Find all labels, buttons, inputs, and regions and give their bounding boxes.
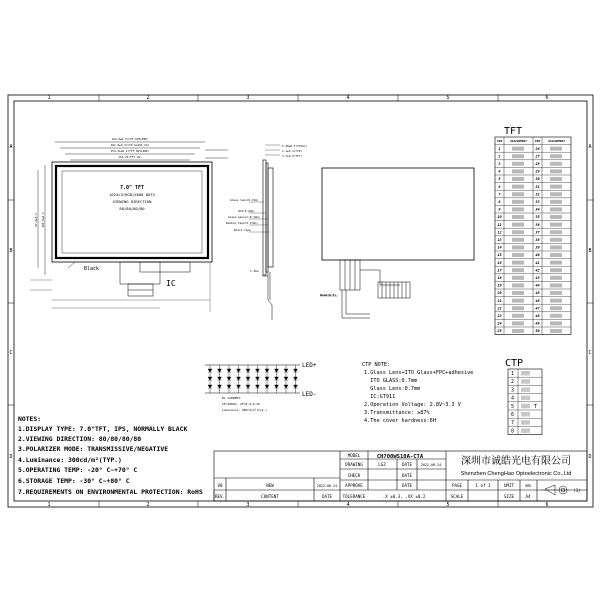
led-diode xyxy=(284,385,288,388)
grid-col-6-bottom: 6 xyxy=(545,502,549,508)
led-diode xyxy=(265,385,269,388)
tft-pin-right: 36 xyxy=(535,222,540,227)
led-diode xyxy=(218,377,222,380)
tft-pin-right: 26 xyxy=(535,146,540,151)
ctp-note-line-7: 4.The cover hardness:6H xyxy=(364,418,436,424)
note-line-3: 3.POLARIZER MODE: TRANSMISSIVE/NEGATIVE xyxy=(18,445,169,453)
tft-pin-right: 33 xyxy=(535,200,540,204)
ctp-assignment-redacted xyxy=(521,371,530,376)
tft-assignment-redacted xyxy=(512,276,524,280)
tft-assignment-redacted xyxy=(550,207,562,211)
ctp-pin: 4 xyxy=(511,395,515,402)
tft-pin-right: 35 xyxy=(535,215,540,220)
tft-assignment-redacted xyxy=(512,230,524,234)
ctp-assignment-redacted xyxy=(521,396,530,401)
bl-current-title: BL CURRENT: xyxy=(222,396,242,400)
tft-pin-right: 45 xyxy=(535,291,540,296)
tft-assignment-redacted xyxy=(550,321,562,325)
grid-col-2: 2 xyxy=(146,95,150,101)
tft-assignment-redacted xyxy=(550,238,562,242)
tft-assignment-redacted xyxy=(512,314,524,318)
grid-row-b: B xyxy=(9,248,13,254)
active-area xyxy=(62,171,202,253)
tft-pin-left: 17 xyxy=(497,268,502,273)
resolution-text: 1024×3(RGB)X600 DOTS xyxy=(109,192,155,197)
tft-pin-right: 48 xyxy=(535,314,540,318)
tft-assignment-redacted xyxy=(550,185,562,189)
tft-assignment-redacted xyxy=(512,283,524,287)
tft-assignment-redacted xyxy=(512,321,524,325)
grid-labels-right xyxy=(588,144,591,460)
ctp-pin5-suffix: T xyxy=(534,403,538,410)
front-fpc xyxy=(120,262,190,296)
grid-row-a: A xyxy=(9,144,13,150)
front-view xyxy=(30,137,228,312)
tft-assignment-redacted xyxy=(512,223,524,227)
led-diode xyxy=(265,369,269,372)
led-diode xyxy=(284,369,288,372)
tft-pin-right: 32 xyxy=(535,192,540,197)
grid-col-4-bottom: 4 xyxy=(346,502,350,508)
tft-header-3: ASSIGNMENT xyxy=(548,139,565,143)
tft-pin-left: 3 xyxy=(498,162,501,166)
led-diode xyxy=(227,377,231,380)
grid-col-5: 5 xyxy=(446,95,450,101)
notes-title: NOTES: xyxy=(18,415,42,423)
tft-pin-left: 21 xyxy=(497,298,502,303)
ctp-note-line-2: ITO GLASS:0.7mm xyxy=(364,378,418,384)
led-diode xyxy=(246,377,250,380)
tft-pin-left: 5 xyxy=(498,177,501,182)
ctp-assignment-redacted xyxy=(521,428,530,433)
check-date-label: DATE xyxy=(401,473,413,478)
tft-pin-right: 34 xyxy=(535,207,540,212)
led-diode xyxy=(237,369,241,372)
tft-pin-left: 24 xyxy=(497,321,502,326)
drawing-date-label: DATE xyxy=(401,462,413,467)
grid-row-d: D xyxy=(9,454,13,460)
tft-pin-left: 10 xyxy=(497,215,502,220)
note-line-1: 1.DISPLAY TYPE: 7.0"TFT, IPS, NORMALLY BLACK xyxy=(18,425,188,433)
led-diode xyxy=(227,385,231,388)
grid-col-1-bottom: 1 xyxy=(47,502,51,508)
grid-col-5-bottom: 5 xyxy=(446,502,450,508)
grid-labels-left xyxy=(9,144,12,460)
side-dim-total: 5.20±0.3(TOTAL) xyxy=(282,144,308,148)
tft-pin-right: 43 xyxy=(535,276,540,280)
tft-pin-right: 44 xyxy=(535,283,540,288)
tft-pin-left: 12 xyxy=(497,230,502,235)
tft-pin-left: 20 xyxy=(497,291,502,296)
led-diode xyxy=(237,377,241,380)
grid-col-1: 1 xyxy=(47,95,51,101)
led-diode xyxy=(227,369,231,372)
tft-assignment-redacted xyxy=(550,245,562,249)
tft-pin-right: 31 xyxy=(535,184,540,189)
grid-col-4: 4 xyxy=(346,95,350,101)
side-fpc xyxy=(262,272,272,320)
drawing-label: DRAWING xyxy=(345,462,363,467)
ic-label: IC xyxy=(166,279,176,288)
tft-pin-left: 8 xyxy=(498,200,501,204)
tft-table-title: TFT xyxy=(503,126,523,137)
tft-assignment-redacted xyxy=(512,192,524,196)
tft-pin-right: 39 xyxy=(535,245,540,250)
grid-row-b-right: B xyxy=(588,248,592,254)
tft-pin-table xyxy=(495,126,571,335)
grid-row-c-right: C xyxy=(588,350,592,356)
tft-pin-left: 9 xyxy=(498,207,501,212)
ctp-assignment-redacted xyxy=(521,404,530,409)
tft-pin-right: 50 xyxy=(535,329,540,334)
tft-pin-left: 23 xyxy=(497,314,502,318)
led-diode xyxy=(294,377,298,380)
ctp-pin: 3 xyxy=(511,387,515,394)
drawing-value: LGZ xyxy=(378,462,386,467)
side-bottom-label: 1.3mm xyxy=(250,269,259,273)
ctp-pin: 6 xyxy=(511,412,515,418)
tft-pin-left: 16 xyxy=(497,260,502,265)
tft-assignment-redacted xyxy=(550,291,562,295)
bl-luminance: Luminance: 300cd/m²(typ.) xyxy=(222,408,268,412)
note-line-7: 7.REQUIREMENTS ON ENVIRONMENTAL PROTECTION: RoHS xyxy=(18,488,203,496)
tft-pin-right: 49 xyxy=(535,321,540,326)
company-name-en: Shenzhen ChengHao Optoelectronic Co.,Ltd xyxy=(460,471,572,477)
tft-pin-right: 29 xyxy=(535,169,540,174)
tft-assignment-redacted xyxy=(550,162,562,166)
tolerance-label: TOLERANCE xyxy=(342,494,366,499)
tolerance-value: .X ±0.3, .XX ±0.2 xyxy=(382,494,426,499)
model-label: MODEL xyxy=(347,453,361,458)
tft-assignment-redacted xyxy=(512,215,524,219)
tft-assignment-redacted xyxy=(512,329,524,333)
rev-date: 2022.08.24 xyxy=(316,484,338,488)
scale-label: SCALE xyxy=(450,494,464,499)
tft-assignment-redacted xyxy=(550,261,562,265)
tft-pin-left: 2 xyxy=(498,154,501,159)
model-value: CH700WS10A-CTA xyxy=(376,454,424,460)
rev-v0: V0 xyxy=(217,483,223,488)
black-border xyxy=(56,166,208,258)
ctp-note-line-5: 2.Operation Voltage: 2.8V~3.3 V xyxy=(364,402,461,408)
ctp-note-line-4: IC:GT911 xyxy=(364,394,396,400)
note-line-4: 4.Luminance: 300cd/m²(TYP.) xyxy=(18,456,122,464)
ctp-note-line-1: 1.Glass Lens+ITO Glass+FPC+adhesive xyxy=(364,370,474,376)
check-label: CHECK xyxy=(347,473,361,478)
tft-assignment-redacted xyxy=(512,169,524,173)
grid-row-d-right: D xyxy=(588,454,592,460)
led-diode xyxy=(275,385,279,388)
page-value: 1 of 1 xyxy=(475,483,491,488)
drawing-date-value: 2022.08.24 xyxy=(420,463,442,467)
tft-assignment-redacted xyxy=(512,207,524,211)
tft-pin-left: 1 xyxy=(498,146,501,151)
side-dim-tft: 3.7±0.3(TFT) xyxy=(282,154,303,158)
dim-tft-va: 154.21(TFT VA) xyxy=(118,155,142,159)
tft-pin-right: 38 xyxy=(535,238,540,242)
led-diode xyxy=(237,385,241,388)
note-line-6: 6.STORAGE TEMP: -30° C~+80° C xyxy=(18,477,130,485)
tft-assignment-redacted xyxy=(550,268,562,272)
size-value: A4 xyxy=(525,494,531,499)
tft-header-1: ASSIGNMENT xyxy=(510,139,527,143)
dim-ctp-outline: 164.9±0.3(CTP OUTLINE) xyxy=(111,137,149,141)
approve-date-label: DATE xyxy=(401,483,413,488)
tft-assignment-redacted xyxy=(512,268,524,272)
tft-assignment-redacted xyxy=(550,177,562,181)
grid-col-6: 6 xyxy=(545,95,549,101)
grid-col-3-bottom: 3 xyxy=(246,502,250,508)
tft-pin-right: 30 xyxy=(535,177,540,182)
tft-pin-left: 4 xyxy=(498,169,501,174)
led-diode xyxy=(294,369,298,372)
tft-assignment-redacted xyxy=(550,253,562,257)
viewing-direction-label: VIEWING DIRECTION xyxy=(112,199,152,204)
tft-assignment-redacted xyxy=(512,147,524,151)
tft-assignment-redacted xyxy=(550,200,562,204)
led-diode xyxy=(208,377,212,380)
grid-row-a-right: A xyxy=(588,144,592,150)
led-diode xyxy=(256,377,260,380)
led-diode xyxy=(246,385,250,388)
led-minus-label: LED- xyxy=(302,391,317,398)
ctp-pin: 1 xyxy=(511,371,515,377)
tft-pin-right: 27 xyxy=(535,154,540,159)
tft-pin-right: 41 xyxy=(535,260,540,265)
dim-height-outer: 101.6±0.3 xyxy=(41,212,45,228)
viewing-direction-value: 80/80/80/80 xyxy=(119,206,145,211)
tft-pin-left: 22 xyxy=(497,306,502,311)
label-glass-lens: Glass lens(0.7mm) xyxy=(230,198,259,202)
tft-pin-right: 28 xyxy=(535,162,540,166)
projection-label: (3) xyxy=(573,488,581,493)
tft-assignment-redacted xyxy=(512,299,524,303)
tft-pin-left: 7 xyxy=(498,192,501,197)
led-diode xyxy=(275,369,279,372)
tft-assignment-redacted xyxy=(550,154,562,158)
led-diode xyxy=(208,385,212,388)
tft-pin-left: 13 xyxy=(497,238,502,242)
tft-assignment-redacted xyxy=(550,223,562,227)
ctp-pin: 2 xyxy=(511,379,515,386)
ctp-assignment-redacted xyxy=(521,420,530,425)
tft-pin-left: 6 xyxy=(498,184,501,189)
ctp-assignment-redacted xyxy=(521,387,530,392)
tft-assignment-redacted xyxy=(512,291,524,295)
ctp-pin-table xyxy=(505,358,542,435)
general-notes xyxy=(18,415,203,496)
tft-assignment-redacted xyxy=(550,283,562,287)
company-name-cn: 深圳市诚皓光电有限公司 xyxy=(461,456,571,467)
tft-pin-right: 37 xyxy=(535,230,540,235)
dim-tft-outline: 154.21±0.2(TFT OUTLINE) xyxy=(110,149,150,153)
black-label: Black xyxy=(84,266,100,272)
ctp-note-title: CTP NOTE: xyxy=(362,362,391,368)
grid-col-2-bottom: 2 xyxy=(146,502,150,508)
dim-ctp-va: 161.0±0.3(CTP GLASS VA) xyxy=(110,143,150,147)
note-line-2: 2.VIEWING DIRECTION: 80/80/80/80 xyxy=(18,435,142,443)
tft-assignment-redacted xyxy=(550,329,562,333)
dim-height-inner: 97.0±0.3 xyxy=(34,213,38,227)
tft-header-2: PIN xyxy=(534,139,541,143)
tft-assignment-redacted xyxy=(550,276,562,280)
led-diode xyxy=(246,369,250,372)
grid-row-c: C xyxy=(9,350,13,356)
tft-assignment-redacted xyxy=(512,306,524,310)
tft-pin-left: 15 xyxy=(497,253,502,258)
size-title: 7.0" TFT xyxy=(119,185,145,191)
tft-assignment-redacted xyxy=(550,215,562,219)
unit-value: mm xyxy=(525,483,531,488)
tft-assignment-redacted xyxy=(512,154,524,158)
led-plus-label: LED+ xyxy=(302,362,317,369)
led-diode xyxy=(256,369,260,372)
led-schematic xyxy=(205,362,317,412)
led-diode xyxy=(275,377,279,380)
tft-assignment-redacted xyxy=(512,162,524,166)
led-diode xyxy=(284,377,288,380)
tft-assignment-redacted xyxy=(550,169,562,173)
ctp-assignment-redacted xyxy=(521,412,530,417)
rev-date-label: DATE xyxy=(321,494,333,499)
ctp-assignment-redacted xyxy=(521,379,530,384)
back-view xyxy=(320,168,474,318)
side-dim-ctp: 1.1±0.1(CTP) xyxy=(282,149,303,153)
side-view xyxy=(226,144,308,320)
led-diode xyxy=(256,385,260,388)
ctp-pin: 8 xyxy=(511,428,515,435)
tft-assignment-redacted xyxy=(512,253,524,257)
label-black-tape: Black tape xyxy=(234,228,251,232)
page-label: PAGE xyxy=(451,483,463,488)
tft-assignment-redacted xyxy=(512,200,524,204)
tft-assignment-redacted xyxy=(512,177,524,181)
approve-label: APPROVE xyxy=(345,483,363,488)
tft-pin-left: 11 xyxy=(497,222,502,227)
note-line-5: 5.OPERATING TEMP: -20° C~+70° C xyxy=(18,466,138,474)
tft-assignment-redacted xyxy=(550,147,562,151)
tft-pin-left: 19 xyxy=(497,283,502,288)
tft-assignment-redacted xyxy=(550,230,562,234)
tft-assignment-redacted xyxy=(550,192,562,196)
tft-assignment-redacted xyxy=(512,185,524,189)
tft-assignment-redacted xyxy=(550,306,562,310)
content-label: CONTENT xyxy=(261,494,279,499)
unit-label: UMIT xyxy=(503,483,515,488)
fpc-bend-label: Bend(0.5) xyxy=(320,293,337,297)
label-glass-sensor: Glass sensor(0.7mm) xyxy=(228,215,260,219)
ctp-note-line-3: Glass Lens:0.7mm xyxy=(364,386,421,392)
title-block xyxy=(214,451,587,501)
led-diode xyxy=(218,385,222,388)
tft-pin-left: 18 xyxy=(497,276,502,280)
ctp-pin: 5 xyxy=(511,403,515,410)
size-label: SIZE xyxy=(503,494,515,499)
ctp-note xyxy=(362,362,473,424)
ctp-table-title: CTP xyxy=(504,358,524,369)
tft-pin-right: 40 xyxy=(535,253,540,258)
rev-label: REV. xyxy=(214,494,226,499)
label-oca: OCA(0.2mm) xyxy=(238,209,255,213)
ctp-outline xyxy=(52,162,212,262)
tft-pin-left: 14 xyxy=(497,245,502,250)
label-bubble-tape: Bubble tape(0.17mm) xyxy=(226,221,258,225)
grid-col-3: 3 xyxy=(246,95,250,101)
tft-pin-left: 25 xyxy=(497,329,502,334)
led-diode xyxy=(208,369,212,372)
bl-current-value: IF=180mA, VF=8.4~9.2V xyxy=(222,402,260,406)
ctp-note-line-6: 3.Transmittance: ≥87% xyxy=(364,410,430,416)
led-diode xyxy=(265,377,269,380)
tft-assignment-redacted xyxy=(512,245,524,249)
tft-pin-right: 46 xyxy=(535,298,540,303)
led-diode xyxy=(218,369,222,372)
tft-assignment-redacted xyxy=(512,261,524,265)
led-diode xyxy=(294,385,298,388)
tft-header-0: PIN xyxy=(496,139,503,143)
ctp-pin: 7 xyxy=(511,420,515,427)
rev-new: NEW xyxy=(266,483,274,488)
tft-pin-right: 47 xyxy=(535,306,540,311)
tft-assignment-redacted xyxy=(550,299,562,303)
tft-assignment-redacted xyxy=(550,314,562,318)
tft-pin-right: 42 xyxy=(535,268,540,273)
tft-assignment-redacted xyxy=(512,238,524,242)
